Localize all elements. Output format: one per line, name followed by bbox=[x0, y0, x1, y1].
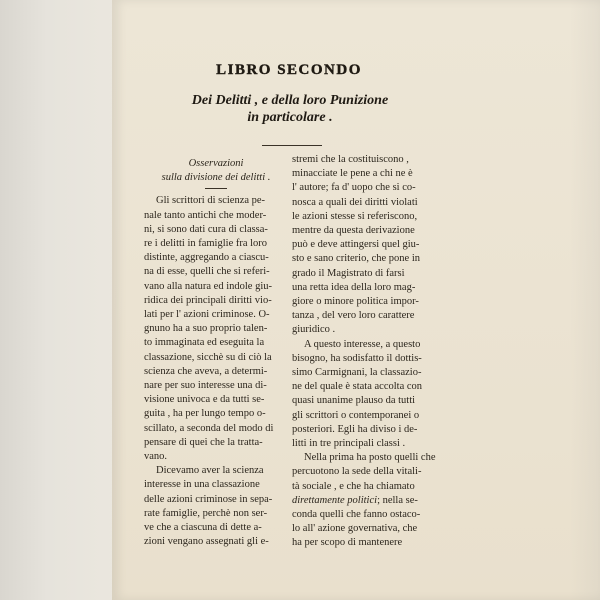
left-column-line: ve che a ciascuna di dette a- bbox=[144, 522, 262, 534]
left-column-line: na di esse, quelli che si referi- bbox=[144, 266, 270, 278]
right-column-line: ne del quale è stata accolta con bbox=[292, 381, 423, 393]
left-column-line: gnuno ha a suo proprio talen- bbox=[144, 323, 268, 335]
right-column-line: gli scrittori o contemporanei o bbox=[292, 409, 420, 421]
left-column-line: lati per l' azioni criminose. O- bbox=[144, 309, 270, 321]
left-column-line: distinte, aggregando a ciascu- bbox=[144, 252, 269, 264]
left-column-line: classazione, sicchè su di ciò la bbox=[144, 351, 272, 363]
left-column-line: guita , ha per lungo tempo o- bbox=[144, 408, 266, 420]
header-rule bbox=[262, 145, 322, 146]
left-column bbox=[144, 153, 288, 549]
right-column-line: conda quelli che fanno ostaco- bbox=[292, 509, 421, 521]
right-column-line: nosca a quali dei diritti violati bbox=[292, 196, 418, 208]
right-column-line: bisogno, ha sodisfatto il dottis- bbox=[292, 352, 422, 364]
left-column-line: Gli scrittori di scienza pe- bbox=[156, 195, 266, 207]
right-column-line: tanza , del vero loro carattere bbox=[292, 310, 415, 322]
right-column-line: tà sociale , e che ha chiamato bbox=[292, 480, 415, 492]
right-column-line: una retta idea della loro mag- bbox=[292, 281, 416, 293]
right-column-line: ha per scopo di mantenere bbox=[292, 537, 403, 549]
left-column-line: interesse in una classazione bbox=[144, 479, 260, 491]
right-column-line: minacciate le pene a chi ne è bbox=[292, 168, 413, 180]
right-column-line: mentre da questa derivazione bbox=[292, 225, 415, 237]
left-column-line: Dicevamo aver la scienza bbox=[156, 465, 264, 477]
right-column-line: posteriori. Egli ha diviso i de- bbox=[292, 423, 418, 435]
section-heading-line-1: Osservazioni bbox=[188, 158, 244, 169]
left-column-line: scillato, a seconda del modo di bbox=[144, 422, 274, 434]
book-title: LIBRO SECONDO bbox=[216, 62, 362, 78]
right-column-line: sto e sano criterio, che pone in bbox=[292, 253, 420, 265]
section-heading bbox=[144, 157, 288, 185]
left-column-line: rate famiglie, perchè non ser- bbox=[144, 507, 268, 519]
right-column-line: percuotono la sede della vitali- bbox=[292, 466, 422, 478]
right-column-line: lo all' azione governativa, che bbox=[292, 523, 418, 535]
right-column-line: direttamente politici; nella se- bbox=[292, 494, 418, 506]
right-column bbox=[292, 153, 438, 551]
right-column-text bbox=[292, 153, 438, 551]
right-column-line: giore o minore politica impor- bbox=[292, 296, 419, 308]
left-column-line: ridica dei principali diritti vio- bbox=[144, 294, 272, 306]
right-column-line: litti in tre principali classi . bbox=[292, 438, 406, 450]
right-column-line: stremi che la costituiscono , bbox=[292, 154, 409, 165]
left-column-line: zioni vengano assegnati gli e- bbox=[144, 536, 269, 548]
right-column-line: quasi unanime plauso da tutti bbox=[292, 395, 416, 407]
right-column-line: le azioni stesse si referiscono, bbox=[292, 210, 418, 222]
left-column-line: delle azioni criminose in sepa- bbox=[144, 493, 273, 505]
subtitle-line-1: Dei Delitti , e della loro Punizione bbox=[191, 93, 389, 108]
right-column-line: simo Carmignani, la classazio- bbox=[292, 367, 422, 379]
page-edge-shade bbox=[570, 0, 600, 600]
right-column-line: A questo interesse, a questo bbox=[304, 338, 421, 350]
left-column-line: to immaginata ed eseguita la bbox=[144, 337, 265, 349]
book-subtitle bbox=[140, 92, 440, 126]
right-column-line: grado il Magistrato di farsi bbox=[292, 267, 405, 279]
left-column-line: nale tanto antichi che moder- bbox=[144, 209, 267, 221]
right-column-line: Nella prima ha posto quelli che bbox=[304, 452, 436, 464]
left-column-line: scienza che aveva, a determi- bbox=[144, 365, 268, 377]
left-column-line: ni, si sono dati cura di classa- bbox=[144, 223, 268, 235]
left-column-line: visione univoca e da tutti se- bbox=[144, 394, 265, 406]
section-heading-line-2: sulla divisione dei delitti . bbox=[161, 172, 271, 184]
left-column-line: nare per suo interesse una di- bbox=[144, 380, 267, 392]
book-gutter bbox=[0, 0, 118, 600]
section-heading-rule bbox=[205, 188, 227, 189]
right-column-line: giuridico . bbox=[292, 324, 336, 336]
right-column-line: può e deve attingersi quel giu- bbox=[292, 239, 420, 251]
left-column-line: re i delitti in famiglie fra loro bbox=[144, 238, 268, 250]
left-column-line: vano alla natura ed indole giu- bbox=[144, 280, 272, 292]
subtitle-line-2: in particolare . bbox=[247, 110, 333, 125]
right-column-line: l' autore; fa d' uopo che si co- bbox=[292, 182, 416, 194]
left-column-line: vano. bbox=[144, 451, 168, 463]
left-column-text bbox=[144, 194, 288, 549]
left-column-line: pensare di quei che la tratta- bbox=[144, 436, 263, 448]
